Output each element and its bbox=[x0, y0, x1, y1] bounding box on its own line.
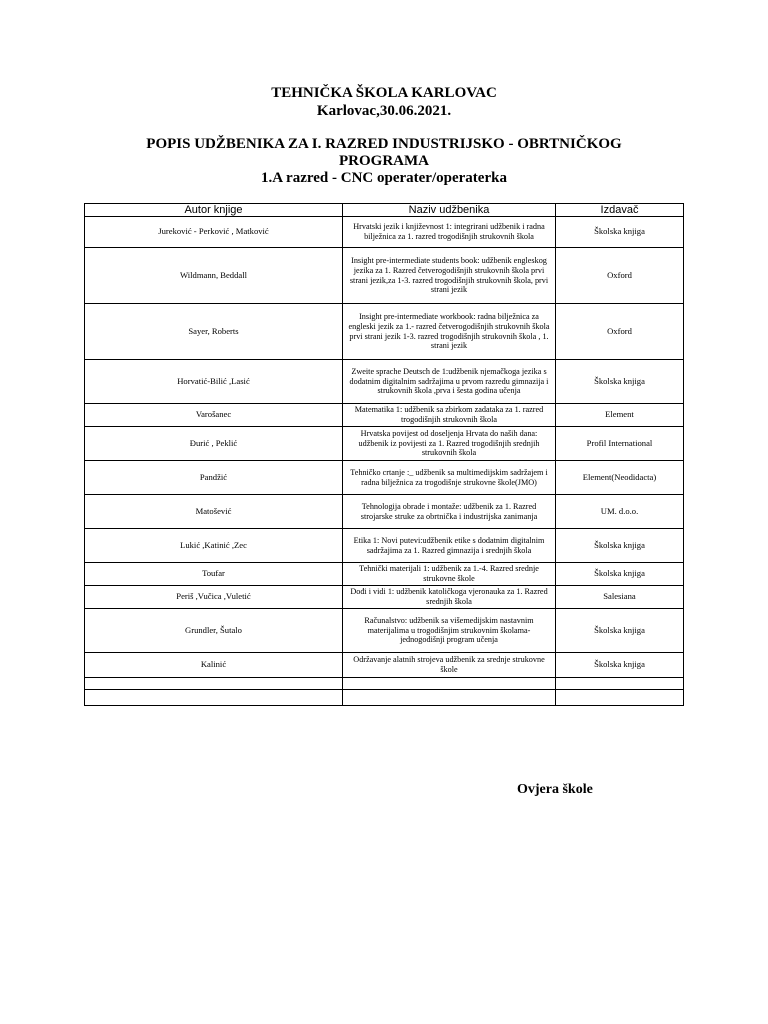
author-cell: Lukić ,Katinić ,Zec bbox=[85, 529, 343, 563]
table-row bbox=[85, 586, 684, 609]
table-row bbox=[85, 653, 684, 678]
author-cell: Grundler, Šutalo bbox=[85, 609, 343, 653]
table-row bbox=[85, 217, 684, 248]
publisher-cell: Element(Neodidacta) bbox=[556, 461, 684, 495]
empty-row bbox=[85, 678, 684, 690]
date-line: Karlovac,30.06.2021. bbox=[316, 103, 452, 119]
author-cell: Horvatić-Bilić ,Lasić bbox=[85, 360, 343, 404]
publisher-cell: Školska knjiga bbox=[556, 653, 684, 678]
school-certification-label: Ovjera škole bbox=[517, 782, 593, 797]
title-cell: Matematika 1: udžbenik sa zbirkom zadataka za 1. razred trogodišnjih strukovnih škola bbox=[343, 404, 556, 427]
publisher-cell: Salesiana bbox=[556, 586, 684, 609]
table-row bbox=[85, 427, 684, 461]
author-cell: Sayer, Roberts bbox=[85, 304, 343, 360]
column-header-title: Naziv udžbenika bbox=[343, 204, 556, 217]
publisher-cell: Školska knjiga bbox=[556, 609, 684, 653]
table-row bbox=[85, 495, 684, 529]
author-cell: Kalinić bbox=[85, 653, 343, 678]
table-row bbox=[85, 304, 684, 360]
publisher-cell: Školska knjiga bbox=[556, 529, 684, 563]
author-cell: Pandžić bbox=[85, 461, 343, 495]
table-row bbox=[85, 609, 684, 653]
publisher-cell: UM. d.o.o. bbox=[556, 495, 684, 529]
empty-cell bbox=[343, 678, 556, 690]
column-header-author: Autor knjige bbox=[85, 204, 343, 217]
publisher-cell: Školska knjiga bbox=[556, 217, 684, 248]
publisher-cell: Oxford bbox=[556, 248, 684, 304]
publisher-cell: Profil International bbox=[556, 427, 684, 461]
column-header-publisher: Izdavač bbox=[556, 204, 684, 217]
title-cell: Insight pre-intermediate students book: udžbenik engleskog jezika za 1. Razred četverogodišnjih strukovnih škola prvi strani jezik,za 1-3. razred trogodišnjih strukovnih škola, prvi strani jezik bbox=[343, 248, 556, 304]
title-cell: Hrvatska povijest od doseljenja Hrvata do naših dana: udžbenik iz povijesti za 1. Razred trogodišnjih srednjih strukovnih škola bbox=[343, 427, 556, 461]
table-row bbox=[85, 404, 684, 427]
empty-cell bbox=[343, 690, 556, 706]
title-cell: Zweite sprache Deutsch de 1:udžbenik njemačkoga jezika s dodatnim digitalnim sadržajima u prvom razredu gimnazija i strukovnih škola ,prva i šesta godina učenja bbox=[343, 360, 556, 404]
publisher-cell: Školska knjiga bbox=[556, 360, 684, 404]
title-cell: Računalstvo: udžbenik sa višemedijskim nastavnim materijalima u trogodišnjim strukovnim školama- jednogodišnji program učenja bbox=[343, 609, 556, 653]
title-cell: Dođi i vidi 1: udžbenik katoličkoga vjeronauka za 1. Razred srednjih škola bbox=[343, 586, 556, 609]
table-row bbox=[85, 360, 684, 404]
document-title-line-1: POPIS UDŽBENIKA ZA I. RAZRED INDUSTRIJSKO - OBRTNIČKOG bbox=[146, 136, 622, 152]
document-title-line-2: PROGRAMA bbox=[339, 153, 429, 169]
publisher-cell: Element bbox=[556, 404, 684, 427]
table-row bbox=[85, 529, 684, 563]
author-cell: Periš ,Vučica ,Vuletić bbox=[85, 586, 343, 609]
author-cell: Wildmann, Beddall bbox=[85, 248, 343, 304]
publisher-cell: Oxford bbox=[556, 304, 684, 360]
table-row bbox=[85, 248, 684, 304]
school-name: TEHNIČKA ŠKOLA KARLOVAC bbox=[271, 85, 497, 101]
empty-row bbox=[85, 690, 684, 706]
author-cell: Đurić , Peklić bbox=[85, 427, 343, 461]
author-cell: Varošanec bbox=[85, 404, 343, 427]
title-cell: Tehničko crtanje :_ udžbenik sa multimedijskim sadržajem i radna bilježnica za trogodišnje strukovne škole(JMO) bbox=[343, 461, 556, 495]
class-subtitle: 1.A razred - CNC operater/operaterka bbox=[261, 170, 507, 186]
author-cell: Jureković - Perković , Matković bbox=[85, 217, 343, 248]
author-cell: Toufar bbox=[85, 563, 343, 586]
empty-cell bbox=[556, 678, 684, 690]
publisher-cell: Školska knjiga bbox=[556, 563, 684, 586]
title-cell: Insight pre-intermediate workbook: radna bilježnica za engleski jezik za 1.- razred četverogodišnjih strukovnih škola prvi strani jezik 1-3. razred trogodišnjih strukovnih škola , 1. strani jezik bbox=[343, 304, 556, 360]
title-cell: Tehnologija obrade i montaže: udžbenik za 1. Razred strojarske struke za obrtnička i industrijska zanimanja bbox=[343, 495, 556, 529]
title-cell: Etika 1: Novi putevi:udžbenik etike s dodatnim digitalnim sadržajima za 1. Razred gimnazija i srednjih škola bbox=[343, 529, 556, 563]
textbook-table bbox=[84, 203, 684, 706]
title-cell: Održavanje alatnih strojeva udžbenik za srednje strukovne škole bbox=[343, 653, 556, 678]
table-row bbox=[85, 563, 684, 586]
title-cell: Tehnički materijali 1: udžbenik za 1.-4. Razred srednje strukovne škole bbox=[343, 563, 556, 586]
table-header-row bbox=[85, 204, 684, 217]
table-row bbox=[85, 461, 684, 495]
empty-cell bbox=[85, 678, 343, 690]
title-cell: Hrvatski jezik i književnost 1: integrirani udžbenik i radna bilježnica za 1. razred trogodišnjih strukovnih škola bbox=[343, 217, 556, 248]
empty-cell bbox=[556, 690, 684, 706]
empty-cell bbox=[85, 690, 343, 706]
author-cell: Matošević bbox=[85, 495, 343, 529]
